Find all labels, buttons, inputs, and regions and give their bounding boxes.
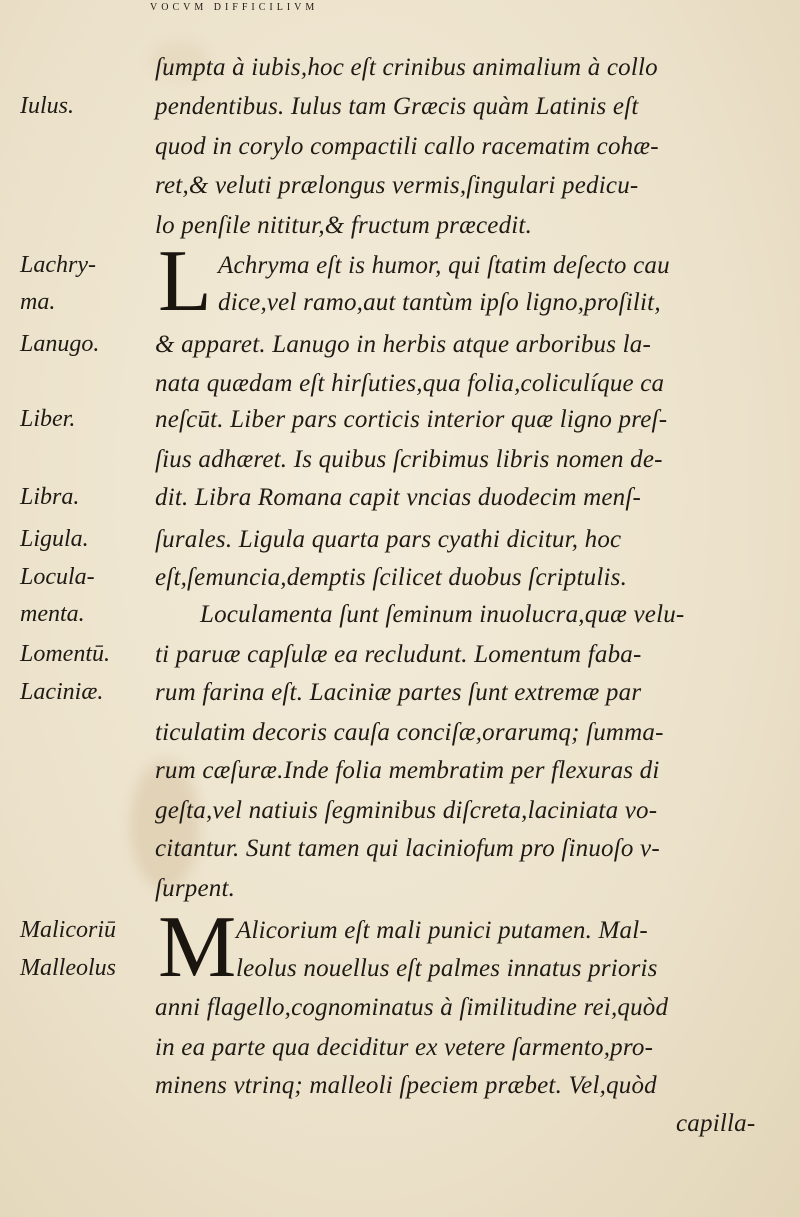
text-line: ret,& veluti prælongus vermis,ſingulari pedicu- [155,172,639,199]
text-line: pendentibus. Iulus tam Græcis quàm Latinis eſt [155,93,639,120]
text-line: ſurales. Ligula quarta pars cyathi dicitur, hoc [155,526,622,553]
text-line: Loculamenta ſunt ſeminum inuolucra,quæ velu- [200,601,685,628]
text-line: Alicorium eſt mali punici putamen. Mal- [236,917,648,944]
drop-cap-m: M [158,899,237,996]
text-line: rum cæſuræ.Inde folia membratim per flexuras di [155,757,660,784]
text-line: eſt,ſemuncia,demptis ſcilicet duobus ſcriptulis. [155,564,628,591]
margin-term: Laciniæ. [20,679,104,705]
text-line: dit. Libra Romana capit vncias duodecim menſ- [155,484,642,511]
text-line: leolus nouellus eſt palmes innatus prioris [236,955,658,982]
text-line: ticulatim decoris cauſa conciſæ,orarumq; ſumma- [155,719,664,746]
text-line: Achryma eſt is humor, qui ſtatim deſecto cau [218,252,670,279]
text-line: nata quædam eſt hirſuties,qua folia,coliculíque ca [155,370,665,397]
text-line: capilla- [676,1110,756,1137]
text-line: citantur. Sunt tamen qui laciniofum pro ſinuoſo v- [155,835,660,862]
text-line: neſcūt. Liber pars corticis interior quæ ligno preſ- [155,406,668,433]
text-line: anni flagello,cognominatus à ſimilitudine rei,quòd [155,994,669,1021]
text-line: minens vtrinq; malleoli ſpeciem præbet. Vel,quòd [155,1072,657,1099]
margin-term: Malicoriū [20,917,116,943]
margin-term: menta. [20,601,85,627]
margin-term: Liber. [20,406,76,432]
margin-term: Malleolus [20,955,116,981]
text-line: & apparet. Lanugo in herbis atque arboribus la- [155,331,651,358]
text-line: ſurpent. [155,875,236,902]
margin-term: Lachry- [20,252,96,278]
text-line: ti paruæ capſulæ ea recludunt. Lomentum faba- [155,641,642,668]
text-line: quod in corylo compactili callo racematim cohæ- [155,133,659,160]
text-line: lo penſile nititur,& fructum præcedit. [155,212,533,239]
margin-term: Ligula. [20,526,89,552]
margin-term: ma. [20,289,56,315]
text-line: in ea parte qua deciditur ex vetere ſarmento,pro- [155,1034,654,1061]
margin-term: Iulus. [20,93,74,119]
page-header: VOCVM DIFFICILIVM [150,2,319,13]
drop-cap-l: L [158,233,212,330]
margin-term: Lomentū. [20,641,110,667]
margin-term: Locula- [20,564,95,590]
text-line: geſta,vel natiuis ſegminibus diſcreta,laciniata vo- [155,797,658,824]
margin-term: Libra. [20,484,80,510]
text-line: ſius adhæret. Is quibus ſcribimus libris nomen de- [155,446,663,473]
margin-term: Lanugo. [20,331,100,357]
text-line: ſumpta à iubis,hoc eſt crinibus animalium à collo [155,54,658,81]
text-line: rum farina eſt. Laciniæ partes ſunt extremæ par [155,679,642,706]
text-line: dice,vel ramo,aut tantùm ipſo ligno,proſilit, [218,289,661,316]
